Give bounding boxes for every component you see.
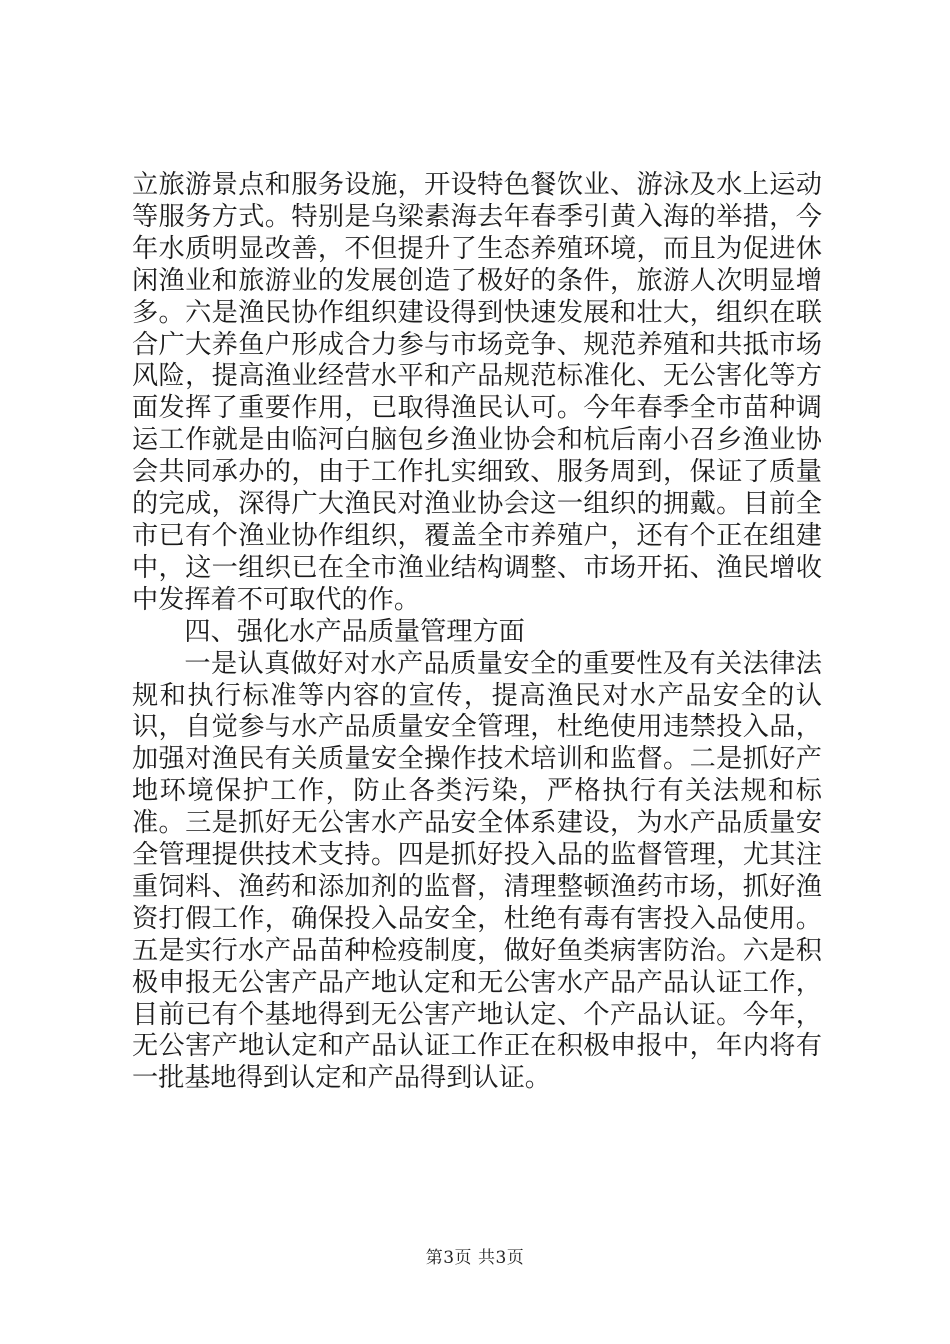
- paragraph-quality-management: 一是认真做好对水产品质量安全的重要性及有关法律法规和执行标准等内容的宣传，提高渔民对水产品安全的认识，自觉参与水产品质量安全管理，杜绝使用违禁投入品，加强对渔民有关质量安全操作技术培训和监督。二是抓好产地环境保护工作，防止各类污染，严格执行有关法规和标准。三是抓好无公害水产品安全体系建设，为水产品质量安全管理提供技术支持。四是抓好投入品的监督管理，尤其注重饲料、渔药和添加剂的监督，清理整顿渔药市场，抓好渔资打假工作，确保投入品安全，杜绝有毒有害投入品使用。五是实行水产品苗种检疫制度，做好鱼类病害防治。六是积极申报无公害产品产地认定和无公害水产品产品认证工作，目前已有个基地得到无公害产地认定、个产品认证。今年，无公害产地认定和产品认证工作正在积极申报中，年内将有一批基地得到认定和产品得到认证。: [132, 648, 822, 1094]
- document-body: [132, 170, 822, 1095]
- page-footer: 第3页 共3页: [425, 1248, 525, 1268]
- paragraph-continuation: 立旅游景点和服务设施，开设特色餐饮业、游泳及水上运动等服务方式。特别是乌梁素海去年春季引黄入海的举措，今年水质明显改善，不但提升了生态养殖环境，而且为促进休闲渔业和旅游业的发展创造了极好的条件，旅游人次明显增多。六是渔民协作组织建设得到快速发展和壮大，组织在联合广大养鱼户形成合力参与市场竞争、规范养殖和共抵市场风险，提高渔业经营水平和产品规范标准化、无公害化等方面发挥了重要作用，已取得渔民认可。今年春季全市苗种调运工作就是由临河白脑包乡渔业协会和杭后南小召乡渔业协会共同承办的，由于工作扎实细致、服务周到，保证了质量的完成，深得广大渔民对渔业协会这一组织的拥戴。目前全市已有个渔业协作组织，覆盖全市养殖户，还有个正在组建中，这一组织已在全市渔业结构调整、市场开拓、渔民增收中发挥着不可取代的作。: [132, 170, 822, 615]
- section-heading: 四、强化水产品质量管理方面: [184, 616, 525, 647]
